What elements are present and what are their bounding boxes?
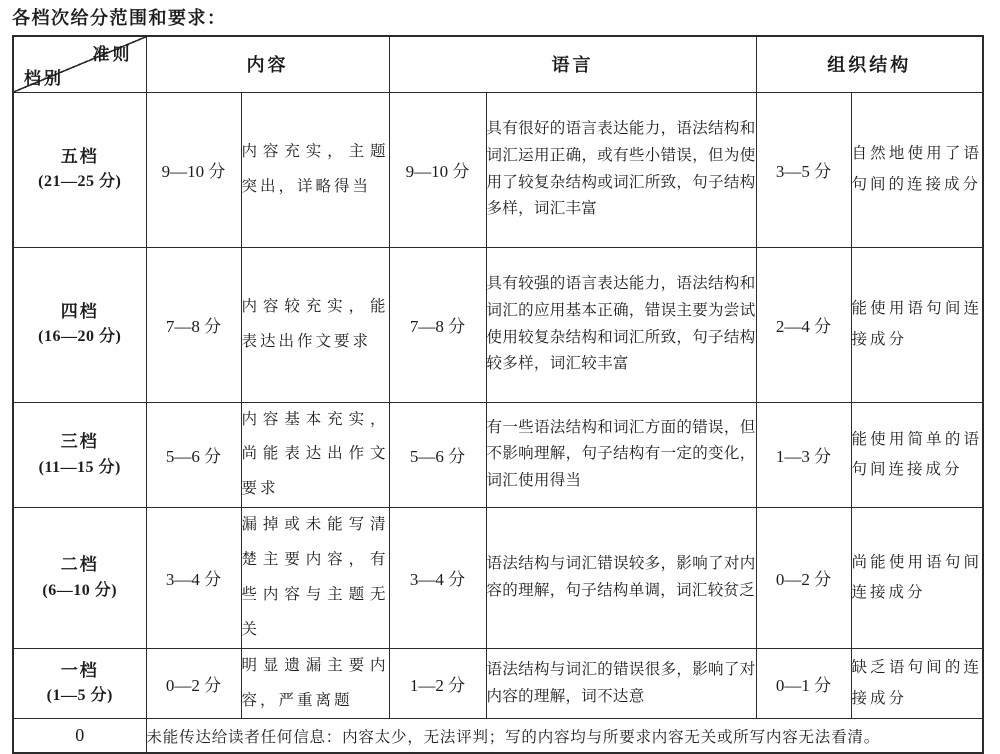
content-desc-cell: 漏掉或未能写清楚主要内容，有些内容与主题无关 bbox=[241, 508, 389, 649]
language-score-cell: 7—8 分 bbox=[389, 247, 486, 402]
language-desc-cell: 语法结构与词汇错误较多，影响了对内容的理解，句子结构单调，词汇较贫乏 bbox=[486, 508, 756, 649]
structure-desc-cell: 尚能使用语句间连接成分 bbox=[851, 508, 983, 649]
page-title: 各档次给分范围和要求： bbox=[12, 8, 227, 28]
language-desc-cell: 语法结构与词汇的错误很多，影响了对内容的理解，词不达意 bbox=[486, 648, 756, 719]
language-score-cell: 9—10 分 bbox=[389, 92, 486, 247]
scoring-rubric-table bbox=[12, 35, 984, 754]
level-cell bbox=[13, 402, 146, 508]
level-range: (6—10 分) bbox=[42, 581, 118, 599]
content-score-cell: 0—2 分 bbox=[146, 648, 241, 719]
zero-level-cell: 0 bbox=[13, 719, 146, 753]
zero-desc-cell: 未能传达给读者任何信息：内容太少，无法评判；写的内容均与所要求内容无关或所写内容无法看清。 bbox=[146, 719, 983, 753]
language-score-cell: 5—6 分 bbox=[389, 402, 486, 508]
structure-score-cell: 0—2 分 bbox=[756, 508, 851, 649]
structure-desc-cell: 缺乏语句间的连接成分 bbox=[851, 648, 983, 719]
header-language: 语言 bbox=[389, 36, 756, 92]
level-name: 五档 bbox=[60, 146, 99, 166]
table-row-level2 bbox=[13, 508, 983, 649]
table-row-level1 bbox=[13, 648, 983, 719]
language-desc-cell: 具有较强的语言表达能力，语法结构和词汇的应用基本正确，错误主要为尝试使用较复杂结构和词汇所致，句子结构较多样，词汇较丰富 bbox=[486, 247, 756, 402]
content-desc-cell: 内容较充实，能表达出作文要求 bbox=[241, 247, 389, 402]
level-cell bbox=[13, 508, 146, 649]
language-desc-cell: 有一些语法结构和词汇方面的错误，但不影响理解，句子结构有一定的变化，词汇使用得当 bbox=[486, 402, 756, 508]
level-cell bbox=[13, 648, 146, 719]
table-row-level3 bbox=[13, 402, 983, 508]
content-desc-cell: 内容充实，主题突出，详略得当 bbox=[241, 92, 389, 247]
language-desc-cell: 具有很好的语言表达能力，语法结构和词汇运用正确，或有些小错误，但为使用了较复杂结构或词汇所致，句子结构多样，词汇丰富 bbox=[486, 92, 756, 247]
structure-score-cell: 1—3 分 bbox=[756, 402, 851, 508]
level-name: 三档 bbox=[60, 432, 99, 452]
structure-desc-cell: 能使用简单的语句间连接成分 bbox=[851, 402, 983, 508]
corner-cell bbox=[13, 36, 146, 92]
structure-score-cell: 3—5 分 bbox=[756, 92, 851, 247]
level-range: (11—15 分) bbox=[38, 458, 121, 476]
header-structure: 组织结构 bbox=[756, 36, 983, 92]
structure-desc-cell: 能使用语句间连接成分 bbox=[851, 247, 983, 402]
level-name: 四档 bbox=[60, 301, 99, 321]
header-row bbox=[13, 36, 983, 92]
header-content: 内容 bbox=[146, 36, 389, 92]
level-cell bbox=[13, 247, 146, 402]
content-score-cell: 3—4 分 bbox=[146, 508, 241, 649]
content-score-cell: 7—8 分 bbox=[146, 247, 241, 402]
table-row-level4 bbox=[13, 247, 983, 402]
language-score-cell: 1—2 分 bbox=[389, 648, 486, 719]
structure-desc-cell: 自然地使用了语句间的连接成分 bbox=[851, 92, 983, 247]
content-score-cell: 9—10 分 bbox=[146, 92, 241, 247]
level-range: (1—5 分) bbox=[46, 687, 113, 705]
structure-score-cell: 2—4 分 bbox=[756, 247, 851, 402]
level-range: (16—20 分) bbox=[38, 328, 122, 346]
language-score-cell: 3—4 分 bbox=[389, 508, 486, 649]
level-name: 一档 bbox=[60, 660, 99, 680]
content-desc-cell: 内容基本充实，尚能表达出作文要求 bbox=[241, 402, 389, 508]
level-range: (21—25 分) bbox=[38, 173, 122, 191]
corner-label-level: 档别 bbox=[24, 68, 64, 88]
content-desc-cell: 明显遗漏主要内容，严重离题 bbox=[241, 648, 389, 719]
level-name: 二档 bbox=[60, 555, 99, 575]
table-row-level5 bbox=[13, 92, 983, 247]
level-cell bbox=[13, 92, 146, 247]
corner-label-criteria: 准则 bbox=[92, 45, 133, 64]
structure-score-cell: 0—1 分 bbox=[756, 648, 851, 719]
table-row-level0 bbox=[13, 719, 983, 753]
content-score-cell: 5—6 分 bbox=[146, 402, 241, 508]
